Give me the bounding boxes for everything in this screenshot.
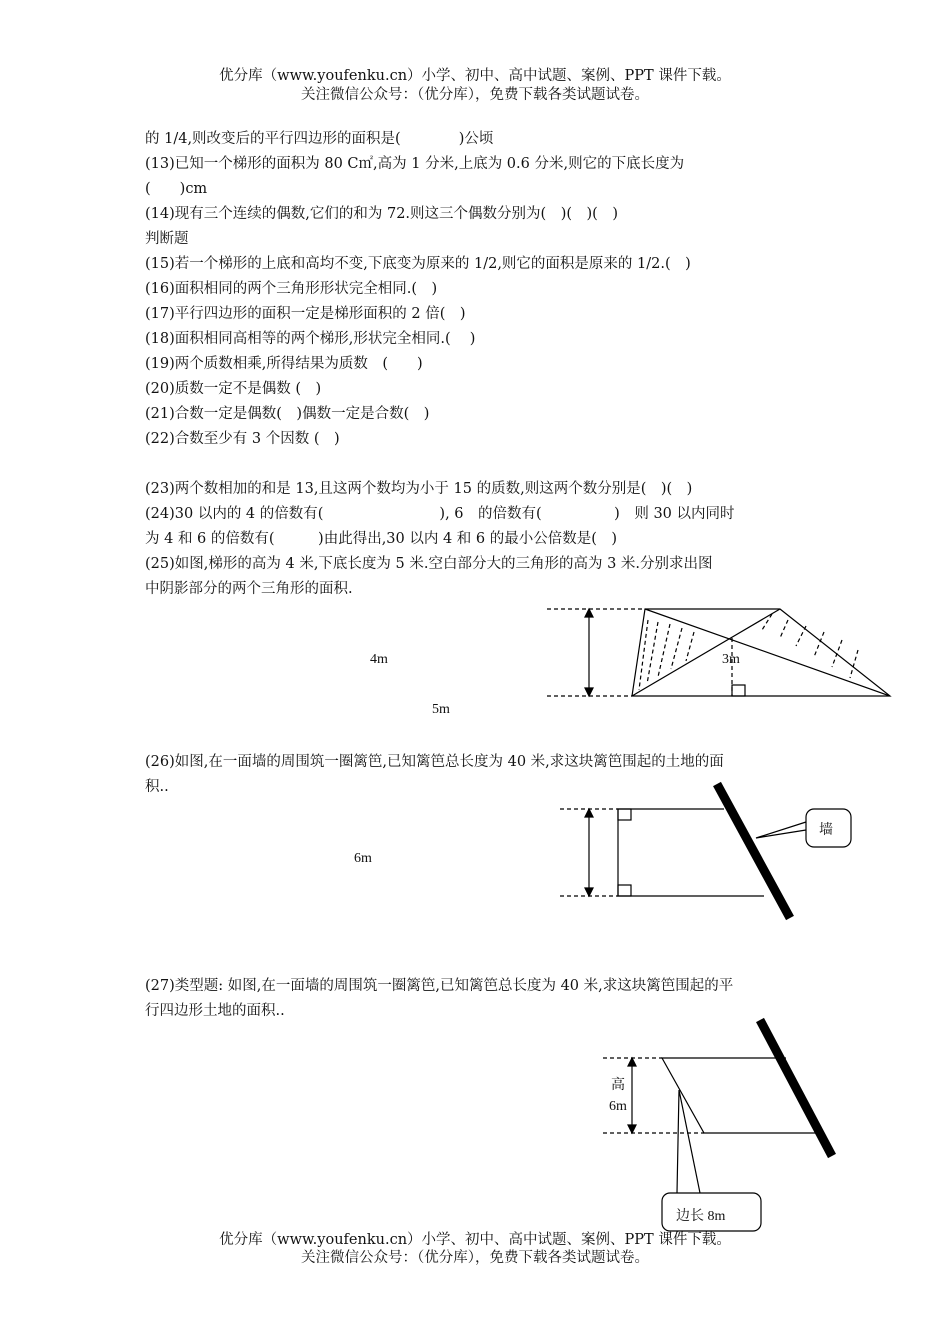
text-line: 行四边形土地的面积.. [145,1003,285,1019]
footer-line-2: 关注微信公众号：（优分库），免费下载各类试题试卷。 [301,1250,649,1266]
header-line-1: 优分库（www.youfenku.cn）小学、初中、高中试题、案例、PPT 课件下载。 [219,68,731,84]
question-19: (19)两个质数相乘,所得结果为质数 ( ) [145,356,423,372]
figure27-height-value: 6m [609,1099,627,1114]
question-24: (24)30 以内的 4 的倍数有( ), 6 的倍数有( ) 则 30 以内同时 [145,506,735,522]
question-15: (15)若一个梯形的上底和高均不变,下底变为原来的 1/2,则它的面积是原来的 1/2.( ) [145,256,691,272]
figure27-height-label: 高 [611,1078,625,1093]
footer-line-1: 优分库（www.youfenku.cn）小学、初中、高中试题、案例、PPT 课件下载。 [219,1232,731,1248]
header-line-2: 关注微信公众号：（优分库），免费下载各类试题试卷。 [301,87,649,103]
text-line: 中阴影部分的两个三角形的面积. [145,581,353,597]
figure25-base-label: 5m [432,702,450,717]
question-14: (14)现有三个连续的偶数,它们的和为 72.则这三个偶数分别为( )( )( ) [145,206,618,222]
question-16: (16)面积相同的两个三角形形状完全相同.( ) [145,281,438,297]
question-13: (13)已知一个梯形的面积为 80 C㎡,高为 1 分米,上底为 0.6 分米,则它的下底长度为 [145,156,685,172]
figure26-wall-label: 墙 [819,823,833,838]
question-20: (20)质数一定不是偶数 ( ) [145,381,322,397]
text-line: 的 1/4,则改变后的平行四边形的面积是( )公顷 [145,131,494,147]
question-18: (18)面积相同高相等的两个梯形,形状完全相同.( ) [145,331,476,347]
text-line: 为 4 和 6 的倍数有( )由此得出,30 以内 4 和 6 的最小公倍数是( ) [145,531,618,547]
figure25-inner-height-label: 3m [722,652,740,667]
figure26-rectangle [560,784,851,918]
question-25: (25)如图,梯形的高为 4 米,下底长度为 5 米.空白部分大的三角形的高为 3 米.分别求出图 [145,556,713,572]
figure25-height-label: 4m [370,652,388,667]
text-line: 积.. [145,779,169,795]
figure26-height-label: 6m [354,851,372,866]
question-21: (21)合数一定是偶数( )偶数一定是合数( ) [145,406,430,422]
question-17: (17)平行四边形的面积一定是梯形面积的 2 倍( ) [145,306,466,322]
section-title-judgement: 判断题 [145,231,189,247]
figure27-side-label: 边长 8m [676,1209,726,1224]
figure25-trapezoid [547,609,890,696]
figure27-parallelogram [603,1020,832,1231]
question-27: (27)类型题: 如图,在一面墙的周围筑一圈篱笆,已知篱笆总长度为 40 米,求这块篱笆围起的平 [145,978,734,994]
question-26: (26)如图,在一面墙的周围筑一圈篱笆,已知篱笆总长度为 40 米,求这块篱笆围起的土地的面 [145,754,724,770]
text-line: ( )cm [145,181,208,197]
question-23: (23)两个数相加的和是 13,且这两个数均为小于 15 的质数,则这两个数分别是( )( ) [145,481,693,497]
question-22: (22)合数至少有 3 个因数 ( ) [145,431,340,447]
